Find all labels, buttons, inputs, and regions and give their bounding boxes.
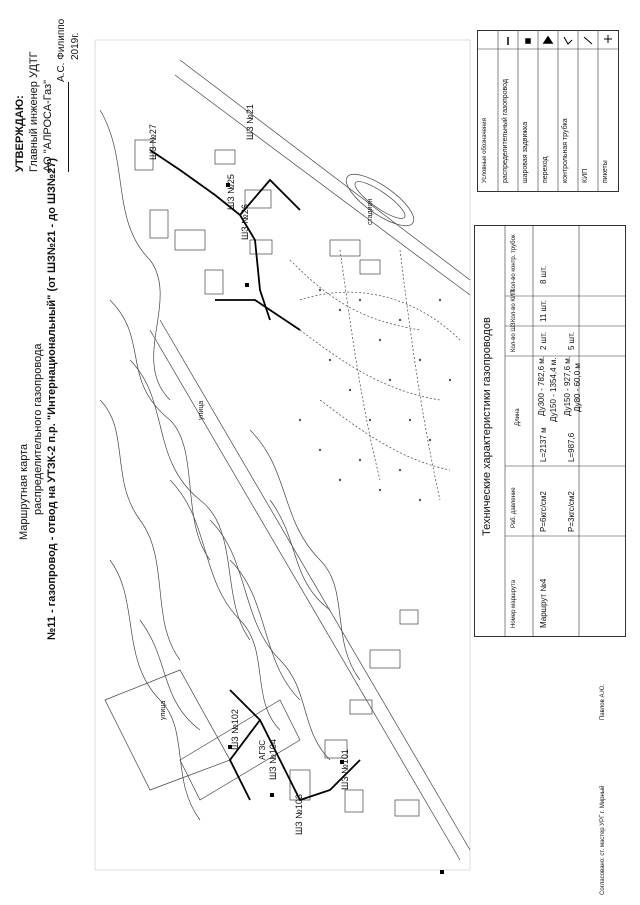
tech-table [474, 225, 626, 637]
legend-title: Условные обозначения [482, 118, 488, 183]
tech-row1-valves: 2 шт. [539, 331, 548, 350]
map-label-agzs: АГЗС [258, 739, 267, 760]
map-label-sz102: ШЗ №102 [230, 709, 240, 750]
tech-header-valves: Кол-во ШЗ [511, 322, 517, 352]
approval-signature-line [68, 82, 69, 172]
legend-item-valve: шаровая задвижка [522, 121, 529, 183]
map-label-street-2: улица [160, 700, 167, 720]
map-label-street-1: улица [198, 400, 205, 420]
tech-table-title: Технические характеристики газопроводов [481, 317, 493, 536]
title-line-1: Маршрутная карта [18, 443, 30, 540]
map-label-stadium: стадион [367, 198, 374, 225]
legend-item-pipeline: распределительный газопровод [502, 79, 509, 183]
tech-row2-length-detail-1: Ду150 - 927,6 м. [563, 355, 572, 416]
tech-row2-valves: 5 шт. [567, 331, 576, 350]
map-label-sz104: ШЗ №104 [268, 739, 278, 780]
tech-row1-kip: 11 шт. [539, 300, 548, 322]
approval-heading: УТВЕРЖДАЮ: [14, 95, 26, 172]
tech-row2-length-total: L=987,6 [567, 432, 576, 462]
tech-row1-route: Маршрут №4 [539, 578, 548, 628]
tech-row1-tubes: 8 шт. [539, 265, 548, 284]
map-label-sz101: ШЗ №101 [340, 749, 350, 790]
title-line-3: №11 - газопровод - отвод на УТЗК-2 п.р. "Интернациональный" (от ШЗ№21 - до ШЗ№27) [46, 157, 58, 640]
map-label-sz103: ШЗ №103 [294, 794, 304, 835]
tech-header-length: Длина [515, 408, 521, 426]
legend-triangle-icon [544, 37, 552, 43]
approval-signer: А.С. Филиппо [56, 18, 67, 82]
tech-table-grid [475, 226, 625, 636]
footer-agreed: Согласовано: ст. мастер УРГ г. Мирный [600, 785, 606, 895]
map-label-sz27: ШЗ №27 [148, 124, 158, 160]
legend-item-control-tube: контрольная трубка [562, 118, 569, 183]
title-line-2: распределительного газопровода [32, 343, 44, 515]
tech-header-tubes: Кол-во контр. трубок [511, 234, 517, 292]
approval-date: 2019г. [70, 32, 81, 60]
map-label-sz21: ШЗ №21 [245, 104, 255, 140]
legend-check-icon [564, 37, 572, 44]
legend-item-pk: пикеты [602, 160, 609, 183]
legend-item-kip: КИП [582, 168, 589, 183]
tech-row1-pressure: P=6кгс/см2 [539, 491, 548, 532]
approval-line-2: АО "АЛРОСА-Газ" [42, 79, 54, 172]
legend-item-crossing: переход [542, 156, 549, 183]
legend-square-icon [526, 39, 530, 43]
tech-header-kip: Кол-во КИП [511, 289, 517, 322]
tech-header-pressure: Раб. давление [511, 487, 517, 528]
tech-row1-length-detail-2: Ду150 - 1354,4 м. [549, 357, 558, 422]
approval-line-1: Главный инженер УДТГ [28, 51, 40, 172]
map-label-sz26: ШЗ №26 [240, 204, 250, 240]
tech-row2-pressure: P=3кгс/см2 [567, 491, 576, 532]
legend-kip-icon [584, 37, 592, 44]
tech-row1-length-detail-1: Ду300 - 782,6 м. [537, 355, 546, 416]
footer-name: Павлов А.Ю. [600, 684, 606, 720]
map-label-sz25: ШЗ №25 [226, 174, 236, 210]
tech-row1-length-total: L=2137 м [539, 427, 548, 462]
legend-box [477, 30, 619, 192]
tech-header-route: Номер маршрута [511, 579, 517, 628]
tech-row2-length-detail-2: Ду80 - 60,0 м [573, 363, 582, 412]
